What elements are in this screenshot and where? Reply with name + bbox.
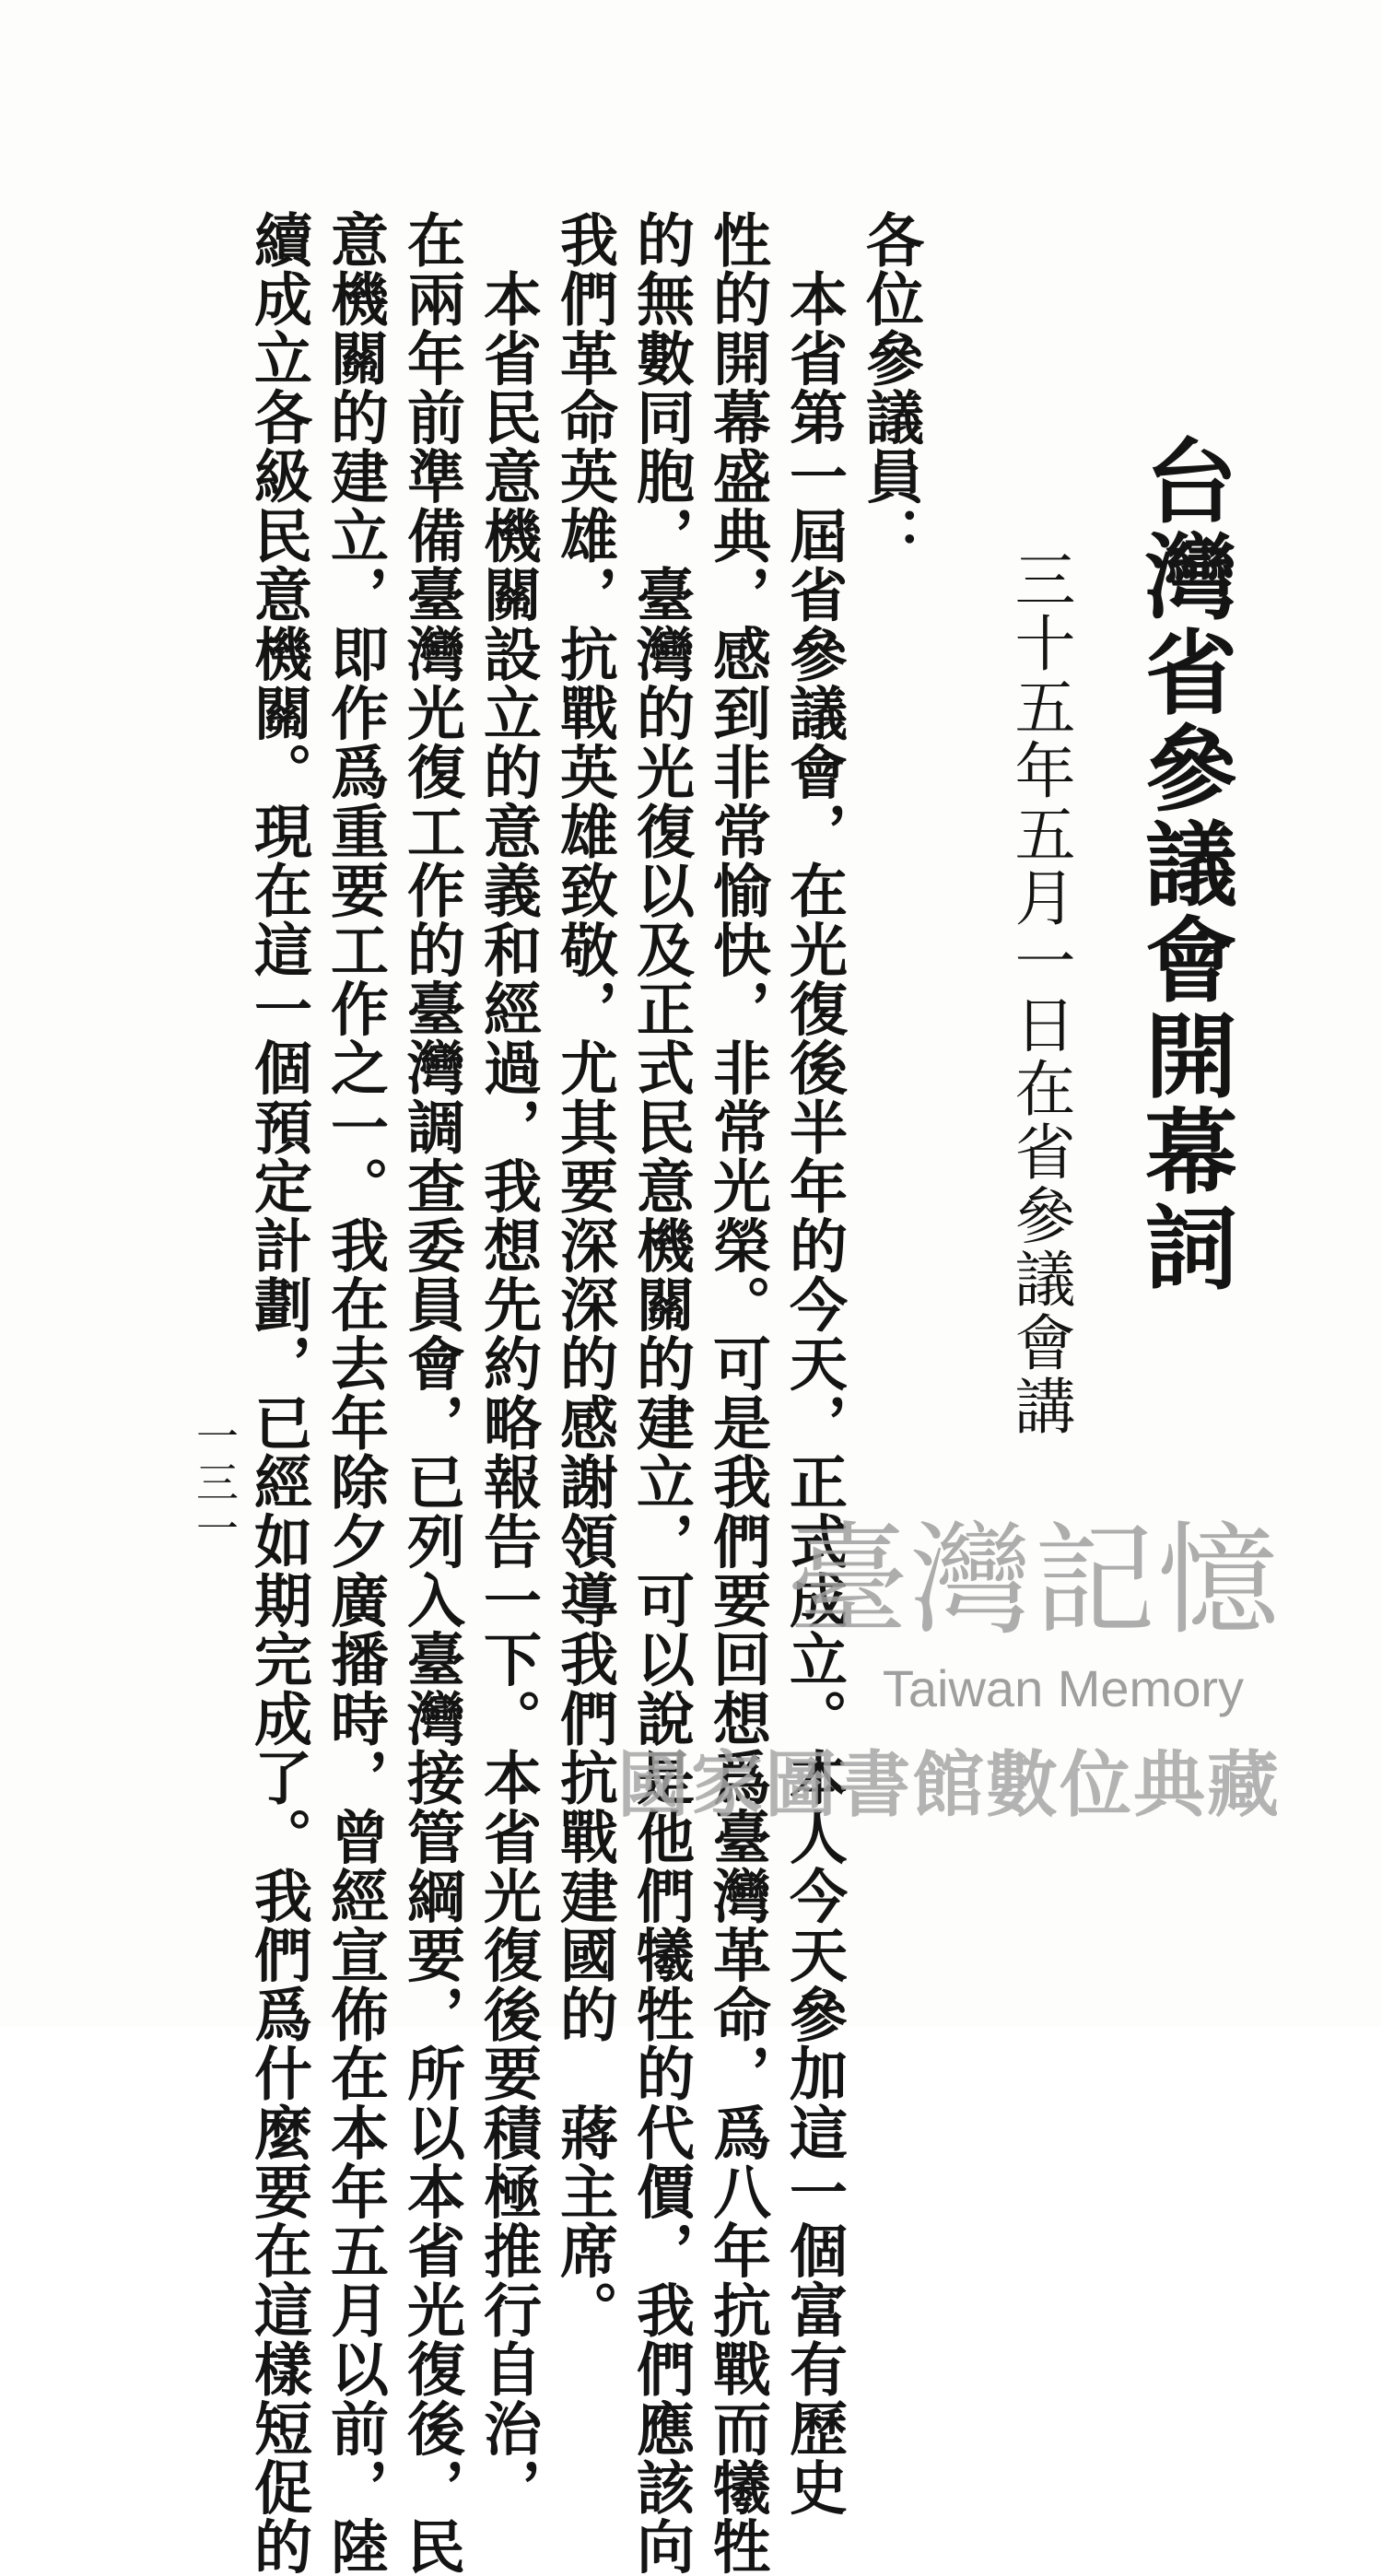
body-column-2: 本省第一屆省參議會，在光復後半年的今天，正式成立。本人今天參加這一個富有歷史 <box>780 210 849 2517</box>
body-column-8: 意機關的建立，即作爲重要工作之一。我在去年除夕廣播時，曾經宣佈在本年五月以前，陸 <box>322 210 390 2576</box>
body-column-9: 續成立各級民意機關。現在這一個預定計劃，已經如期完成了。我們爲什麼要在這樣短促的 <box>245 210 313 2576</box>
body-column-5: 我們革命英雄，抗戰英雄致敬，尤其要深深的感謝領導我們抗戰建國的 蔣主席。 <box>551 210 619 2340</box>
watermark-english-text: Taiwan Memory <box>882 1659 1244 1717</box>
speech-title: 台灣省參議會開幕詞 <box>1130 433 1238 1295</box>
body-column-6: 本省民意機關設立的意義和經過，我想先約略報告一下。本省光復後要積極推行自治， <box>474 210 543 2517</box>
watermark-logo: 臺灣記憶 <box>787 1510 1281 1652</box>
body-column-7: 在兩年前準備臺灣光復工作的臺灣調查委員會，已列入臺灣接管綱要，所以本省光復後，民 <box>398 210 466 2576</box>
page-number: 一三一 <box>190 1414 240 1552</box>
taiwan-memory-watermark <box>616 1510 1281 1852</box>
body-column-3: 性的開幕盛典，感到非常愉快，非常光榮。可是我們要回想爲臺灣革命，爲八年抗戰而犧牲 <box>704 210 772 2576</box>
speech-subtitle: 三十五年五月一日在省參議會講 <box>1004 548 1075 1438</box>
body-column-1: 各位參議員： <box>857 210 925 566</box>
watermark-chinese-text: 國家圖書館數位典藏 <box>616 1744 1281 1827</box>
body-column-4: 的無數同胞，臺灣的光復以及正式民意機關的建立，可以說是他們犧牲的代價，我們應該向 <box>627 210 696 2576</box>
